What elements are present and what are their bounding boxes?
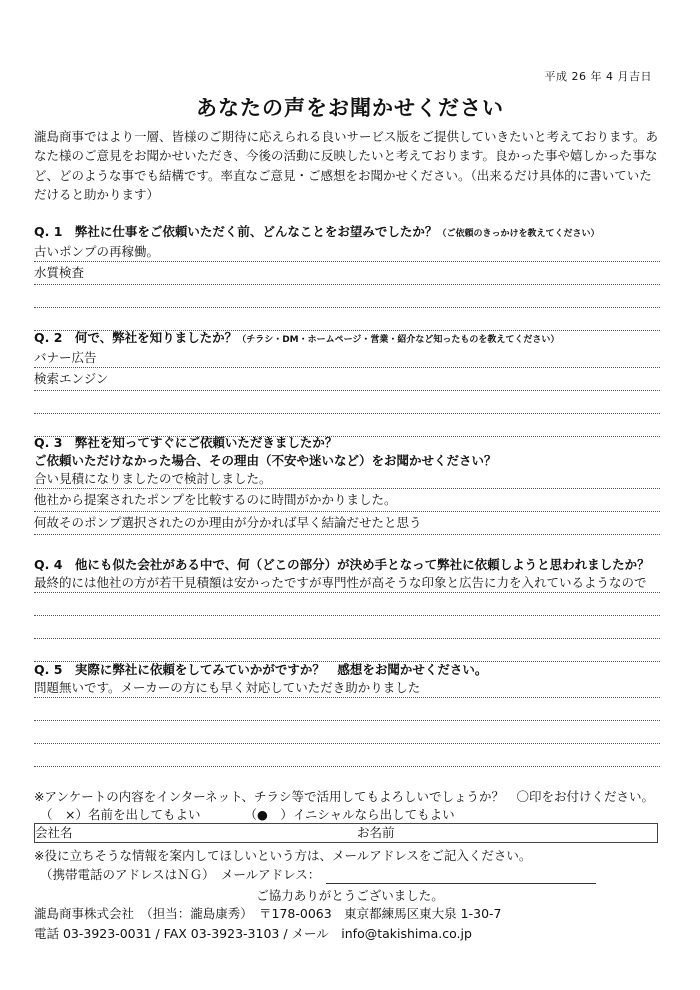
answer-line[interactable]: 合い見積になりましたので検討しました。	[34, 470, 660, 489]
question-subtitle: ご依頼いただけなかった場合、その理由（不安や迷いなど）をお聞かせください？	[34, 453, 497, 468]
question-4	[34, 556, 660, 662]
answer-line[interactable]	[34, 593, 660, 616]
consent-options	[34, 806, 664, 824]
question-title: Q. 3 弊社を知ってすぐにご依頼いただきましたか？	[34, 435, 338, 450]
answer-line[interactable]	[34, 616, 660, 639]
answer-line[interactable]	[34, 639, 660, 662]
question-note: （ご依頼のきっかけを教えてください）	[437, 229, 600, 239]
email-label: （携帯電話のアドレスはＮＧ） メールアドレス：	[40, 867, 321, 882]
email-row	[34, 866, 664, 884]
thanks-text: ご協力ありがとうございました。	[256, 888, 444, 903]
answer-line[interactable]: 他社から提案されたポンプを比較するのに時間がかかりました。	[34, 489, 660, 512]
person-name-label: お名前	[357, 825, 395, 840]
answer-line[interactable]	[34, 285, 660, 308]
consent-option-initials[interactable]: （● ）イニシャルなら出してもよい	[244, 807, 455, 822]
answer-line[interactable]: 問題無いです。メーカーの方にも早く対応していただき助かりました	[34, 679, 660, 698]
question-3	[34, 434, 660, 535]
document-date: 平成 26 年 4 月吉日	[544, 70, 652, 83]
footer-contact: 電話 03-3923-0031 / FAX 03-3923-3103 / メール info@takishima.co.jp	[34, 926, 472, 941]
consent-question: ※アンケートの内容をインターネット、チラシ等で活用してもよろしいでしょうか？ 〇印をお付けください。	[34, 789, 654, 804]
question-title: Q. 5 実際に弊社に依頼をしてみていかがですか？ 感想をお聞かせください。	[34, 662, 488, 677]
question-1	[34, 223, 660, 331]
answer-line[interactable]	[34, 391, 660, 414]
footer-company: 瀧島商事株式会社 （担当：瀧島康秀） 〒178-0063 東京都練馬区東大泉 1-30-7	[34, 906, 502, 921]
email-input-line[interactable]	[326, 869, 596, 884]
answer-line[interactable]	[34, 721, 660, 744]
company-name-label: 会社名	[35, 825, 73, 840]
answer-line[interactable]: 検索エンジン	[34, 368, 660, 391]
answer-line[interactable]: 古いポンプの再稼働。	[34, 243, 660, 262]
email-notice: ※役に立ちそうな情報を案内してほしいという方は、メールアドレスをご記入ください。	[34, 848, 532, 863]
answer-line[interactable]: 何故そのポンプ選択されたのか理由が分かれば早く結論だせたと思う	[34, 512, 660, 535]
answer-line[interactable]: 最終的には他社の方が若干見積額は安かったですが専門性が高そうな印象と広告に力を入れているようなので	[34, 574, 660, 593]
answer-line[interactable]	[34, 308, 660, 331]
question-note: （チラシ・DM・ホームページ・営業・紹介など知ったものを教えてください）	[237, 335, 560, 345]
answer-line[interactable]: バナー広告	[34, 349, 660, 368]
question-title: Q. 4 他にも似た会社がある中で、何（どこの部分）が決め手となって弊社に依頼しようと思われましたか？	[34, 557, 650, 572]
question-2	[34, 329, 660, 437]
intro-paragraph: 瀧島商事ではより一層、皆様のご期待に応えられる良いサービス版をご提供していきたいと考えております。あなた様のご意見をお聞かせいただき、今後の活動に反映したいと考えております。良かった事や嬉しかった事など、どのような事でも結構です。率直なご意見・ご感想をお聞かせください。（出来るだけ具体的に書いていただけると助かります）	[34, 129, 659, 202]
question-title: Q. 1 弊社に仕事をご依頼いただく前、どんなことをお望みでしたか？（ご依頼のきっかけを教えてください）	[34, 224, 600, 239]
answer-line[interactable]	[34, 698, 660, 721]
question-5	[34, 661, 660, 767]
answer-line[interactable]: 水質検査	[34, 262, 660, 285]
page-title: あなたの声をお聞かせください	[196, 96, 504, 120]
answer-line[interactable]	[34, 744, 660, 767]
consent-option-name[interactable]: （ ×）名前を出してもよい	[40, 807, 201, 822]
question-title: Q. 2 何で、弊社を知りましたか？（チラシ・DM・ホームページ・営業・紹介など知ったものを教えてください）	[34, 330, 560, 345]
contact-form-box	[34, 823, 658, 843]
